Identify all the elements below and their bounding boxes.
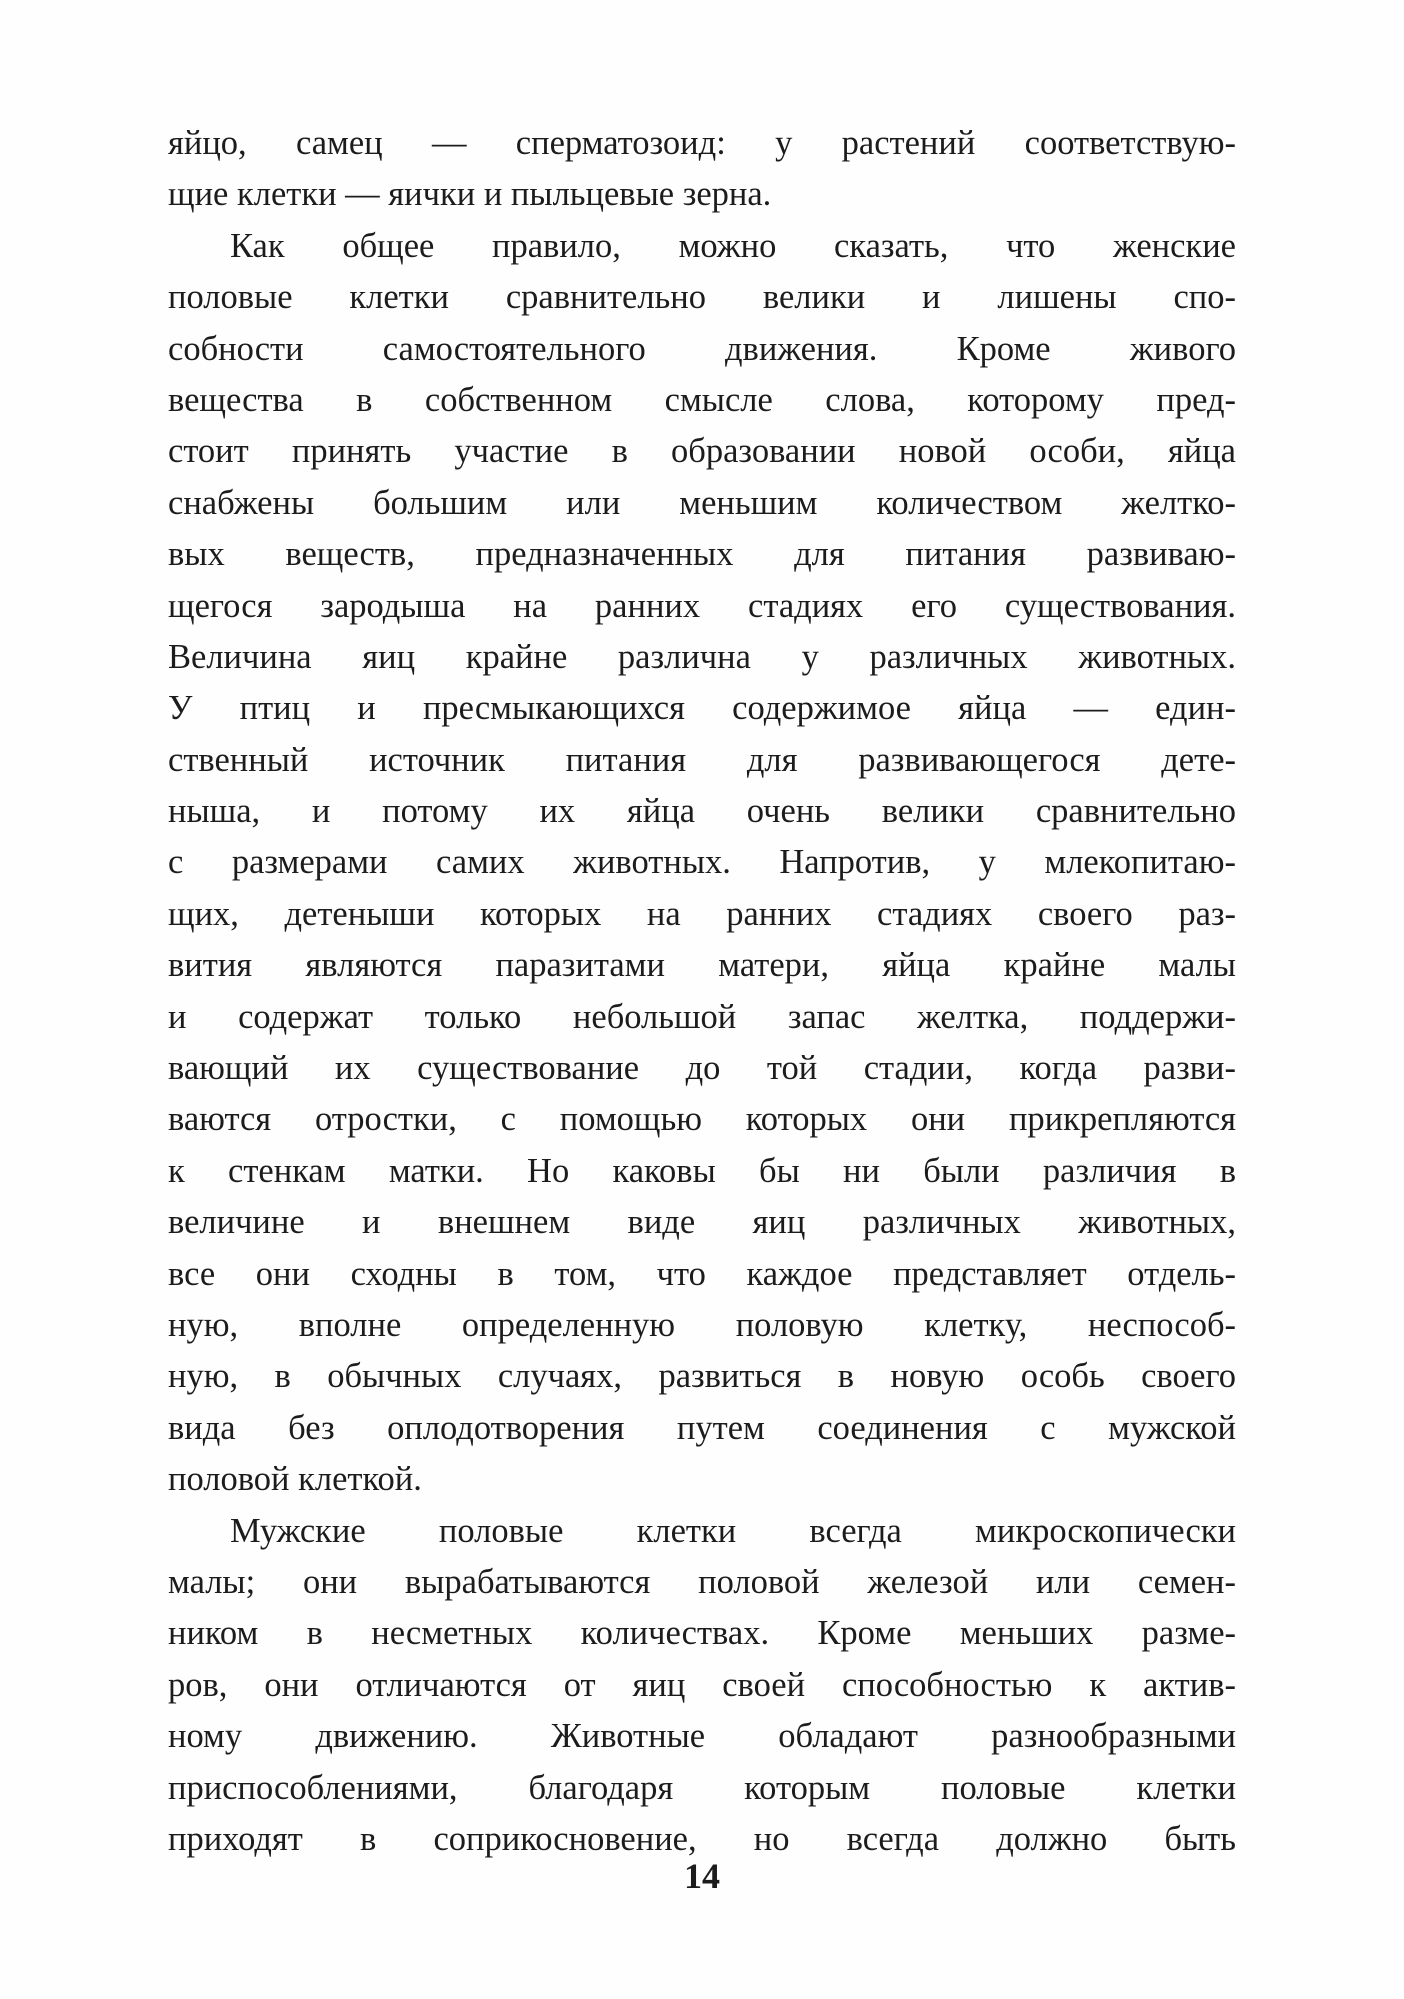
text-line: ственный источник питания для развивающегося детe-	[168, 740, 1236, 779]
text-line: половые клетки сравнительно велики и лишены спо-	[168, 278, 1236, 317]
text-line: вающий их существование до той стадии, когда разви-	[168, 1049, 1236, 1088]
text-line: величине и внешнем виде яиц различных животных,	[168, 1203, 1236, 1242]
text-line: ваются отростки, с помощью которых они прикрепляются	[168, 1100, 1236, 1139]
text-line: ному движению. Животные обладают разнообразными	[168, 1717, 1236, 1756]
text-line: Величина яиц крайне различна у различных животных.	[168, 637, 1236, 676]
text-line: ныша, и потому их яйца очень велики сравнительно	[168, 792, 1236, 831]
text-line: и содержат только небольшой запас желтка, поддержи-	[168, 997, 1236, 1036]
text-line: Мужские половые клетки всегда микроскопически	[230, 1511, 1236, 1550]
text-line: снабжены большим или меньшим количеством желтко-	[168, 483, 1236, 522]
text-line: с размерами самих животных. Напротив, у млекопитаю-	[168, 843, 1236, 882]
text-line: малы; они вырабатываются половой железой или семен-	[168, 1562, 1236, 1601]
text-line: приспособлениями, благодаря которым половые клетки	[168, 1768, 1236, 1807]
text-line: щих, детеныши которых на ранних стадиях своего раз-	[168, 894, 1236, 933]
text-line: все они сходны в том, что каждое представляет отдель-	[168, 1254, 1236, 1293]
text-line: вых веществ, предназначенных для питания развиваю-	[168, 535, 1236, 574]
text-line: приходят в соприкосновение, но всегда должно быть	[168, 1819, 1236, 1858]
text-line: У птиц и пресмыкающихся содержимое яйца — един-	[168, 689, 1236, 728]
text-line: яйцо, самец — сперматозоид: у растений соответствую-	[168, 124, 1236, 162]
text-line: собности самостоятельного движения. Кроме живого	[168, 329, 1236, 368]
text-line: ником в несметных количествах. Кроме меньших разме-	[168, 1614, 1236, 1653]
text-line: щие клетки — яички и пыльцевые зерна.	[168, 175, 772, 214]
text-line: ную, вполне определенную половую клетку, неспособ-	[168, 1305, 1236, 1344]
body-text	[168, 118, 1236, 1865]
text-line: Как общее правило, можно сказать, что женские	[230, 226, 1236, 265]
text-line: вещества в собственном смысле слова, которому пред-	[168, 380, 1236, 419]
page-number: 14	[684, 1856, 720, 1896]
text-line: ную, в обычных случаях, развиться в новую особь своего	[168, 1357, 1236, 1396]
text-line: вития являются паразитами матери, яйца крайне малы	[168, 946, 1236, 985]
text-line: стоит принять участие в образовании новой особи, яйца	[168, 432, 1236, 471]
text-line: ров, они отличаются от яиц своей способностью к актив-	[168, 1665, 1236, 1704]
text-line: щегося зародыша на ранних стадиях его существования.	[168, 586, 1236, 625]
text-line: к стенкам матки. Но каковы бы ни были различия в	[168, 1151, 1236, 1190]
text-line: половой клеткой.	[168, 1460, 422, 1499]
text-line: вида без оплодотворения путем соединения с мужской	[168, 1408, 1236, 1447]
